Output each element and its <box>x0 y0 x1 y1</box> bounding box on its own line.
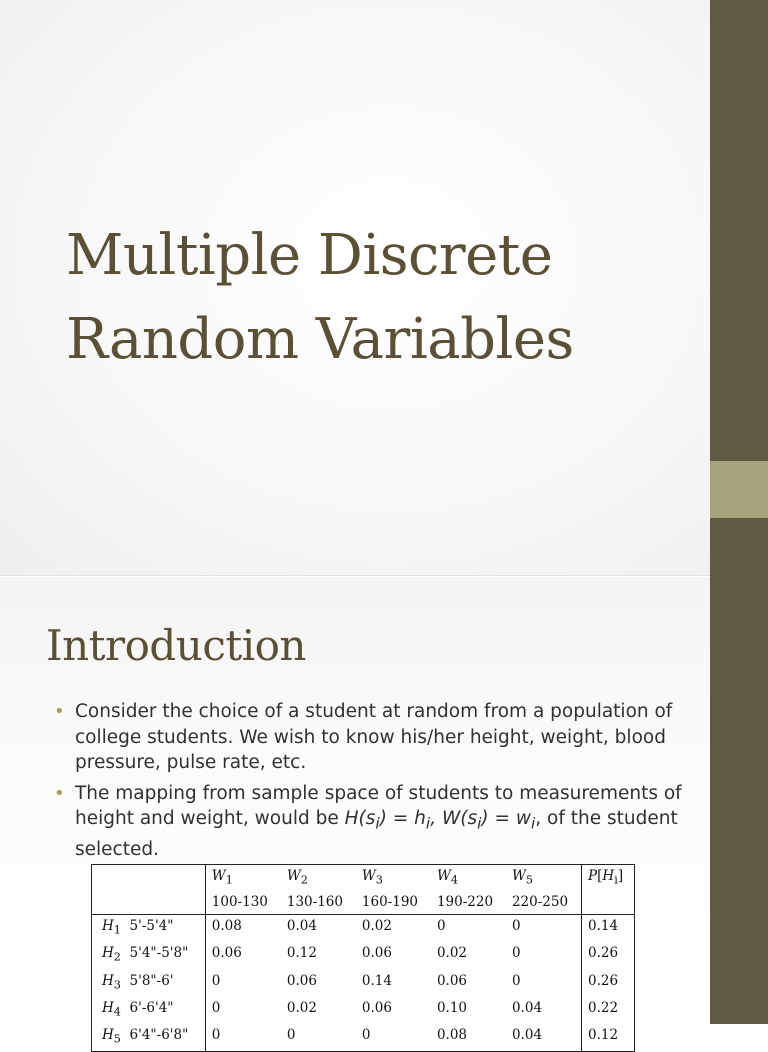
table-col-range: 130-160 <box>281 892 356 915</box>
bullet-dot-icon: • <box>54 782 65 804</box>
table-cell: 0 <box>511 945 521 962</box>
table-row <box>92 970 635 997</box>
table-cell-marginal: 0.22 <box>582 997 635 1024</box>
table-cell: 0.08 <box>436 1026 467 1043</box>
table-cell: 0.06 <box>436 972 467 989</box>
table-cell: 0.06 <box>361 999 392 1016</box>
bullet-item <box>54 699 684 776</box>
table-cell: 0.12 <box>286 945 317 962</box>
table-cell: 0 <box>511 918 521 935</box>
table-cell: 0.02 <box>361 918 392 935</box>
table-cell-marginal: 0.26 <box>582 970 635 997</box>
table-cell: 0.04 <box>511 1026 543 1043</box>
table-row <box>92 1024 635 1052</box>
table-range-row <box>92 892 635 915</box>
bullet-text-prefix: The mapping from sample space of students to measurements of height and weight, would be <box>75 782 682 829</box>
table-col-range: 190-220 <box>431 892 506 915</box>
table-col-symbol: $W_3$ <box>361 868 383 887</box>
table-row <box>92 997 635 1024</box>
title-line-2: Random Variables <box>66 307 574 372</box>
table-corner-cell <box>92 892 206 915</box>
table-cell-marginal: 0.12 <box>582 1024 635 1052</box>
table-cell: 0 <box>511 972 521 989</box>
table-col-symbol: $W_2$ <box>286 868 308 887</box>
sidebar-accent <box>710 461 768 518</box>
table-corner-cell <box>92 865 206 893</box>
table-row <box>92 942 635 969</box>
title-line-1: Multiple Discrete <box>66 223 553 288</box>
table-header-row <box>92 865 635 893</box>
table-cell: 0.14 <box>361 972 392 989</box>
table-row-label: $H_3$ 5'8"-6' <box>102 972 174 992</box>
bullet-text <box>75 781 684 863</box>
table-row-label: $H_4$ 6'-6'4" <box>102 999 174 1019</box>
bullet-math: $H(s_i) = h_i$, $W(s_i) = w_i$ <box>344 808 536 833</box>
table-cell: 0.06 <box>361 945 392 962</box>
table-row-label: $H_5$ 6'4"-6'8" <box>102 1026 189 1046</box>
table-cell: 0 <box>205 970 281 997</box>
table-cell: 0.02 <box>436 945 467 962</box>
table-col-range: 160-190 <box>356 892 431 915</box>
probability-table <box>91 864 635 1052</box>
table-col-range: 100-130 <box>205 892 281 915</box>
table-col-symbol: $W_1$ <box>205 865 281 893</box>
table-col-symbol: $P[H_i]$ <box>582 865 635 893</box>
table-cell: 0.06 <box>205 942 281 969</box>
table-cell: 0.04 <box>286 918 317 935</box>
table-cell: 0.06 <box>286 972 317 989</box>
bullet-text-suffix: , of the student selected. <box>75 808 678 861</box>
table-cell: 0.10 <box>436 999 467 1016</box>
table-cell: 0.04 <box>511 999 543 1016</box>
table-cell: 0 <box>205 997 281 1024</box>
table-cell: 0 <box>286 1026 296 1043</box>
table-cell: 0 <box>436 918 446 935</box>
table-cell: 0.02 <box>286 999 317 1016</box>
table-col-range <box>582 892 635 915</box>
table-cell: 0 <box>205 1024 281 1052</box>
bullet-text: Consider the choice of a student at random from a population of college students. We wish to know his/her height, weight, blood pressure, pulse rate, etc. <box>75 701 673 773</box>
table-cell: 0.08 <box>205 915 281 943</box>
slide-heading: Introduction <box>46 621 306 670</box>
bullet-item <box>54 781 684 863</box>
slide-title <box>66 214 686 382</box>
table-row-label: $H_2$ 5'4"-5'8" <box>102 945 189 965</box>
bullet-dot-icon: • <box>54 701 65 722</box>
table-cell-marginal: 0.26 <box>582 942 635 969</box>
table-cell: 0 <box>361 1026 371 1043</box>
table-cell-marginal: 0.14 <box>582 915 635 943</box>
introduction-slide <box>0 577 710 1046</box>
table-col-symbol: $W_4$ <box>436 868 458 887</box>
table-col-symbol: $W_5$ <box>511 868 534 887</box>
table-col-range: 220-250 <box>506 892 582 915</box>
table-row <box>92 915 635 943</box>
bullet-list <box>54 699 684 868</box>
table-row-label: $H_1$ 5'-5'4" <box>102 918 174 937</box>
